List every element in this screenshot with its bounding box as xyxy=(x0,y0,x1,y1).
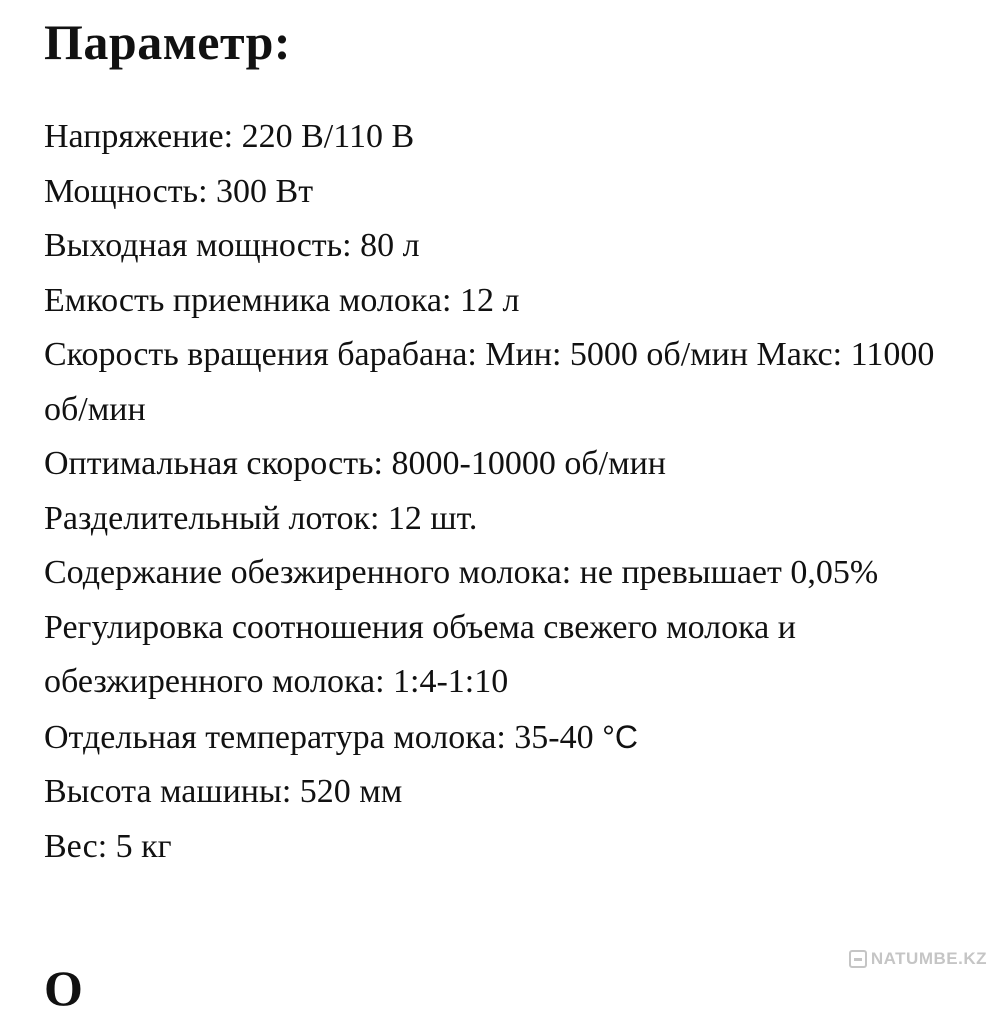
spec-milk-capacity xyxy=(44,274,979,329)
spec-optimal-speed xyxy=(44,437,979,492)
spec-label: Оптимальная скорость: xyxy=(44,445,384,482)
document-page xyxy=(44,0,979,874)
spec-value: 12 л xyxy=(459,281,520,319)
spec-ratio-adjustment xyxy=(44,601,979,710)
spec-power xyxy=(44,165,979,220)
spec-label: Мощность: xyxy=(44,172,208,210)
spec-value: 80 л xyxy=(360,227,420,264)
spec-label: Вес: xyxy=(44,827,108,865)
spec-label: Емкость приемника молока: xyxy=(44,281,452,319)
spec-milk-temperature xyxy=(44,710,979,766)
spec-value: 220 В/110 В xyxy=(241,118,415,155)
spec-label: Регулировка соотношения объема свежего молока и обезжиренного молока: xyxy=(44,608,796,700)
spec-value: 8000-10000 об/мин xyxy=(391,445,666,482)
watermark-logo-icon xyxy=(849,950,867,968)
watermark xyxy=(849,949,987,969)
spec-drum-speed xyxy=(44,328,979,437)
spec-label: Высота машины: xyxy=(44,773,292,810)
spec-value: 12 шт. xyxy=(387,499,478,537)
spec-machine-height xyxy=(44,765,979,820)
spec-label: Содержание обезжиренного молока: xyxy=(44,554,572,591)
spec-skim-content xyxy=(44,546,979,601)
spec-weight xyxy=(44,820,979,875)
spec-list xyxy=(44,110,979,874)
spec-unit: °C xyxy=(602,718,639,755)
spec-label: Скорость вращения барабана: xyxy=(44,336,477,373)
spec-separator-tray xyxy=(44,492,979,547)
spec-output xyxy=(44,219,979,274)
spec-label: Разделительный лоток: xyxy=(44,499,380,537)
next-section-heading: О xyxy=(44,960,83,1016)
spec-value: не превышает 0,05% xyxy=(579,554,879,591)
spec-label: Отдельная температура молока: xyxy=(44,718,506,756)
watermark-text: NATUMBE.KZ xyxy=(870,949,987,968)
spec-label: Выходная мощность: xyxy=(44,227,352,264)
spec-voltage xyxy=(44,110,979,165)
spec-value: 1:4-1:10 xyxy=(393,663,509,700)
page-title: Параметр: xyxy=(44,14,292,70)
spec-value: 520 мм xyxy=(299,773,403,810)
spec-value: 300 Вт xyxy=(216,172,314,210)
spec-label: Напряжение: xyxy=(44,118,234,155)
spec-value: 5 кг xyxy=(115,827,172,865)
spec-value: Мин: 5000 об/мин Макс: 11000 об/мин xyxy=(44,336,935,428)
spec-value: 35-40 xyxy=(514,718,594,756)
